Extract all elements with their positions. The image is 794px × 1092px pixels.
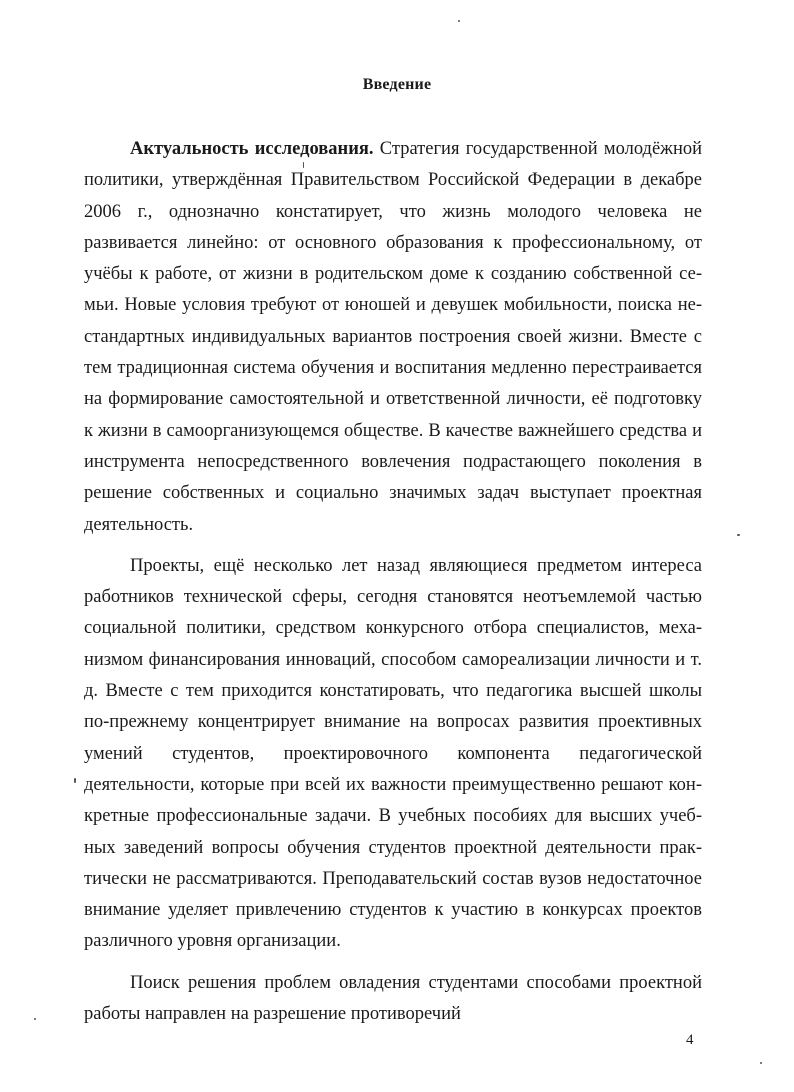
document-title: Введение <box>362 76 432 93</box>
scan-speck <box>74 778 76 783</box>
scan-speck <box>737 534 740 536</box>
paragraph-text: Стратегия государственной молодёжной политики, утверждённая Правительством Российской Федерации в декабре 2006 г., однозначно констатирует, что жизнь молодого человека не развивается линейно: от основного образования к профессиональному, от учёбы к работе, от жизни в родительском доме к созданию собственной семьи. Новые условия требуют от юношей и девушек мобильности, поиска нестандартных индивидуальных вариантов построения своей жизни. Вместе с тем традиционная система обучения и воспитания медленно перестраивается на формирование самостоятельной и ответственной личности, её подготовку к жизни в самоорганизующемся обществе. В качестве важнейшего средства и инструмента непосредственного вовлечения подрастающего поколения в решение собственных и социально значимых задач выступает проектная деятельность. <box>84 139 703 535</box>
paragraph-projects <box>84 551 702 958</box>
scan-speck <box>760 1062 762 1064</box>
paragraph-lead: Актуальность исследования. <box>130 139 374 159</box>
paragraph-relevance <box>84 134 702 541</box>
paragraph-text: Поиск решения проблем овладения студентами способами проектной работы направлен на разрешение противоречий <box>84 972 702 1025</box>
scan-speck <box>34 1018 36 1020</box>
paragraph-search <box>84 968 702 1031</box>
scan-speck <box>458 20 460 22</box>
paragraph-text: Проекты, ещё несколько лет назад являющиеся предметом интереса работников технической сферы, сегодня становятся неотъемлемой частью социальной политики, средством конкурсного отбора специалистов, механизмом финансирования инноваций, способом самореализации личности и т. д. Вместе с тем приходится констатировать, что педагогика высшей школы по-прежнему концентрирует внимание на вопросах развития проективных умений студентов, проектировочного компонента педагогической деятельности, которые при всей их важности преимущественно решают конкретные профессиональные задачи. В учебных пособиях для высших учебных заведений вопросы обучения студентов проектной деятельности практически не рассматриваются. Преподавательский состав вузов недостаточное внимание уделяет привлечению студентов к участию в конкурсах проектов различного уровня организации. <box>84 555 702 952</box>
page-number: 4 <box>686 1032 694 1048</box>
document-body <box>84 134 702 1040</box>
